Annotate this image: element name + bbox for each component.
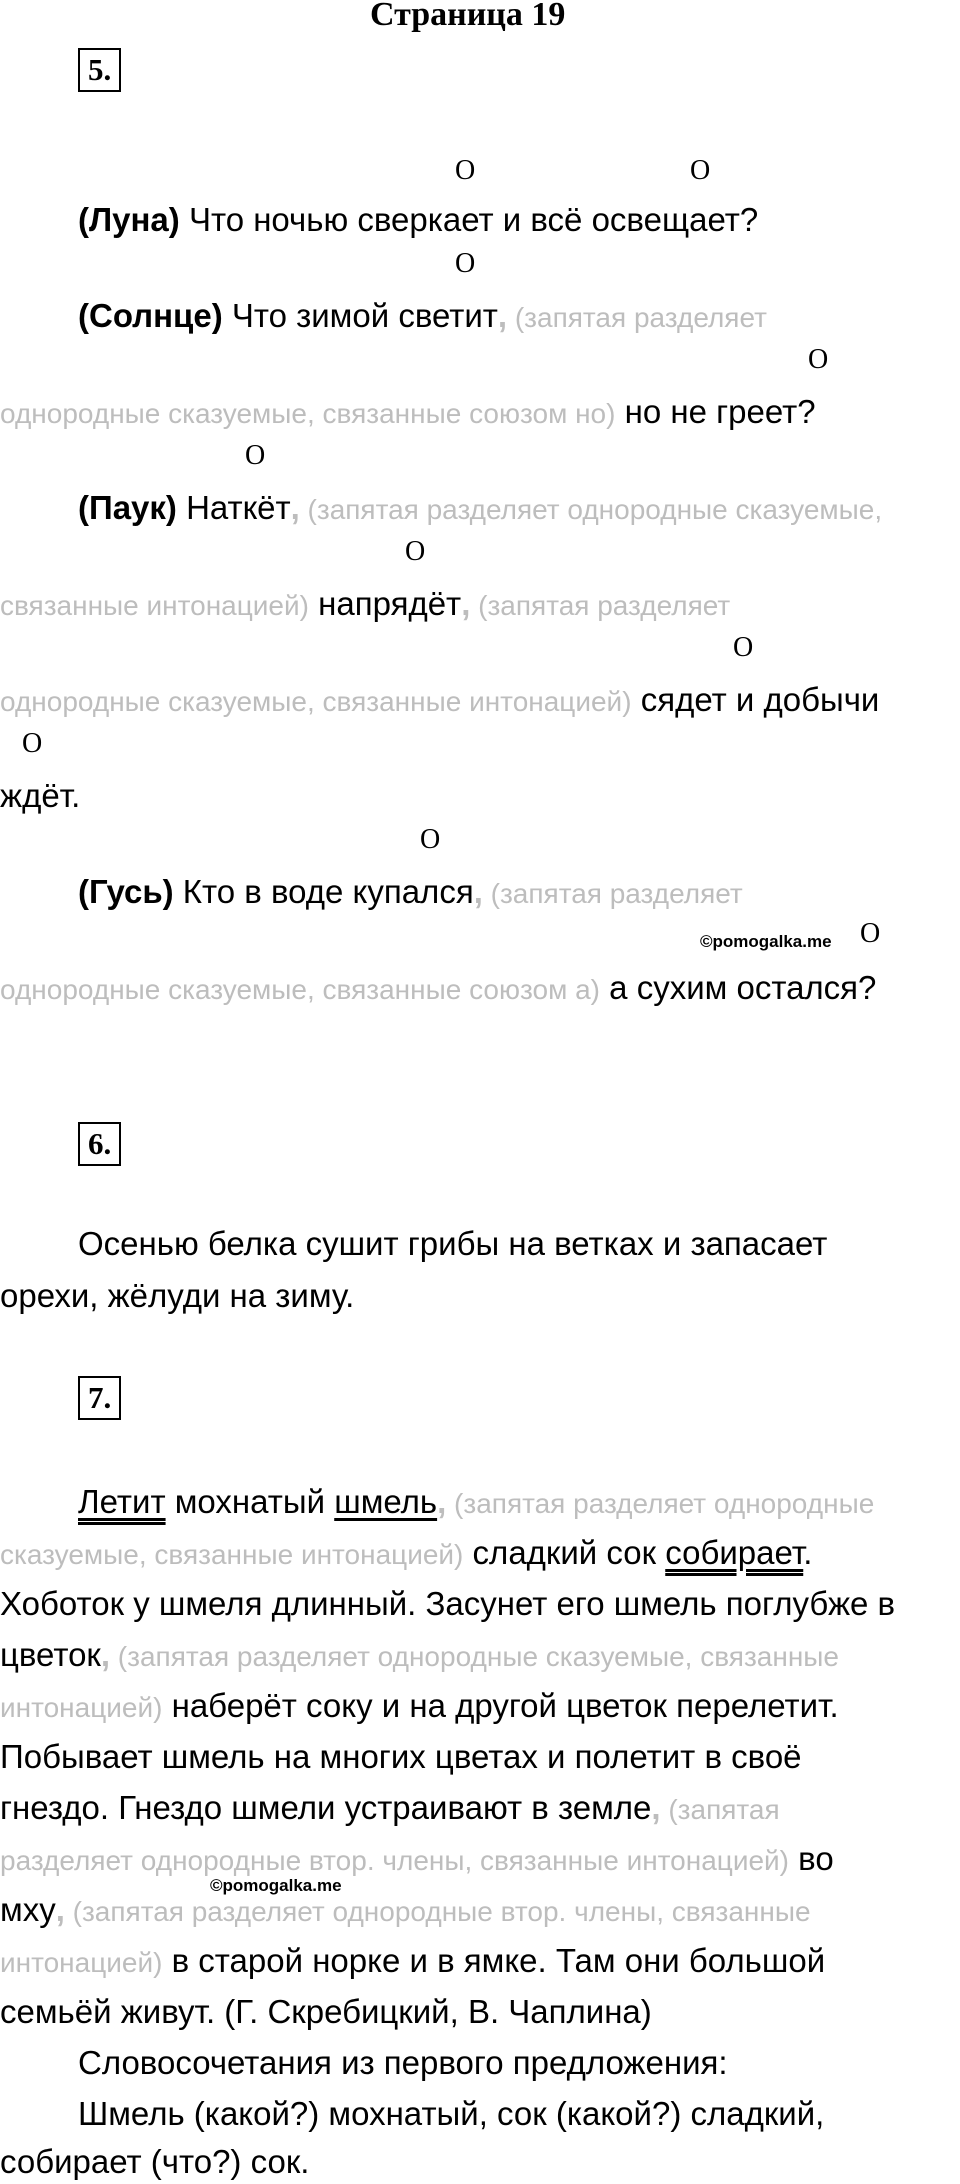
marker-o: О <box>455 155 476 186</box>
text-segment: гнездо. Гнездо шмели устраивают в земле <box>0 1789 652 1826</box>
text-segment <box>656 1534 665 1571</box>
ex5-line-5 <box>0 582 730 628</box>
comment-note: сказуемые, связанные интонацией) <box>0 1539 464 1570</box>
comment-note: разделяет однородные втор. члены, связанные интонацией) <box>0 1845 790 1876</box>
ex7-line-13: Шмель (какой?) мохнатый, сок (какой?) сладкий, <box>78 2095 825 2132</box>
riddle-text: сядет и добычи <box>631 681 880 718</box>
ex6-line-1: Осенью белка сушит грибы на ветках и запасает <box>78 1225 828 1262</box>
riddle-text: но не греет? <box>615 393 816 430</box>
comma-mark: , <box>651 1789 661 1826</box>
ex5-line-9 <box>0 966 876 1012</box>
ex5-line-8 <box>78 870 743 916</box>
comma-mark: , <box>290 489 300 526</box>
exercise-5-number: 5. <box>78 48 121 92</box>
exercise-7-number: 7. <box>78 1376 121 1420</box>
watermark-text: ©pomogalka.me <box>210 1876 342 1895</box>
text-segment: сладкий <box>463 1534 607 1571</box>
answer-tag: (Солнце) <box>78 297 223 334</box>
ex5-line-2 <box>78 294 767 340</box>
riddle-text: а сухим остался? <box>600 969 877 1006</box>
marker-o: О <box>733 632 754 663</box>
text-segment: в старой норке и в ямке. Там они большой <box>162 1942 826 1979</box>
page-title: Страница 19 <box>370 0 566 33</box>
answer-tag: (Луна) <box>78 201 180 238</box>
ex5-line-4 <box>78 486 882 532</box>
answer-tag: (Гусь) <box>78 873 174 910</box>
text-segment: мохнатый <box>165 1483 335 1520</box>
comma-mark: , <box>497 297 508 334</box>
riddle-text: ждёт. <box>0 777 81 814</box>
predicate-word: собирает <box>665 1534 804 1571</box>
ex6-line-2: орехи, жёлуди на зиму. <box>0 1277 355 1314</box>
ex7-line-7 <box>0 1786 780 1832</box>
ex7-line-3: Хоботок у шмеля длинный. Засунет его шмель поглубже в <box>0 1585 896 1622</box>
ex7-line-8 <box>0 1837 834 1883</box>
comment-note: интонацией) <box>0 1692 163 1723</box>
comma-mark: , <box>55 1891 65 1928</box>
text-segment: во <box>789 1840 834 1877</box>
answer-tag: (Паук) <box>78 489 177 526</box>
predicate-word: Летит <box>78 1483 166 1520</box>
comment-note: однородные сказуемые, связанные интонацией) <box>0 686 632 717</box>
ex5-line-7 <box>0 774 80 818</box>
ex5-line-1 <box>78 198 758 242</box>
text-segment: . <box>803 1534 813 1571</box>
riddle-text: Что ночью сверкает и всё освещает? <box>179 201 759 238</box>
marker-o: О <box>420 824 441 855</box>
ex7-line-14: собирает (что?) сок. <box>0 2143 310 2180</box>
ex7-line-11: семьёй живут. (Г. Скребицкий, В. Чаплина) <box>0 1993 652 2030</box>
comment-note: однородные сказуемые, связанные союзом а) <box>0 974 600 1005</box>
exercise-6-number: 6. <box>78 1122 121 1166</box>
marker-o: О <box>455 248 476 279</box>
comment-note: (запятая разделяет <box>470 590 731 621</box>
text-segment: цветок <box>0 1636 101 1673</box>
ex5-line-6 <box>0 678 879 724</box>
comment-note: (запятая разделяет однородные втор. члены, связанные <box>64 1896 811 1927</box>
comma-mark: , <box>473 873 483 910</box>
watermark-text: ©pomogalka.me <box>700 932 832 951</box>
comment-note: (запятая разделяет <box>507 302 767 333</box>
ex7-line-1 <box>78 1480 874 1526</box>
comment-note: (запятая разделяет однородные сказуемые, <box>299 494 883 525</box>
ex7-line-4 <box>0 1633 839 1679</box>
ex7-line-2 <box>0 1531 812 1577</box>
riddle-text: Что зимой светит <box>222 297 498 334</box>
marker-o: О <box>808 344 829 375</box>
ex7-line-9 <box>0 1888 811 1934</box>
comma-mark: , <box>437 1483 447 1520</box>
comment-note: интонацией) <box>0 1947 163 1978</box>
marker-o: О <box>245 440 266 471</box>
ex7-line-10 <box>0 1939 825 1985</box>
riddle-text: Наткёт <box>176 489 291 526</box>
comment-note: связанные интонацией) <box>0 590 309 621</box>
marker-o: О <box>22 728 43 759</box>
ex7-line-5 <box>0 1684 839 1730</box>
ex5-line-3 <box>0 390 816 436</box>
riddle-text: напрядёт <box>308 585 462 622</box>
comment-note: (запятая <box>660 1794 780 1825</box>
text-segment: наберёт соку и на другой цветок перелетит. <box>162 1687 839 1724</box>
comment-note: (запятая разделяет <box>482 878 743 909</box>
subject-word: шмель <box>334 1483 438 1520</box>
text-segment: мху <box>0 1891 56 1928</box>
ex7-line-6: Побывает шмель на многих цветах и полетит в своё <box>0 1738 802 1775</box>
ex7-line-12: Словосочетания из первого предложения: <box>78 2044 728 2081</box>
marker-o: О <box>860 918 881 949</box>
comment-note: (запятая разделяет однородные <box>446 1488 875 1519</box>
comment-note: (запятая разделяет однородные сказуемые, связанные <box>110 1641 839 1672</box>
comma-mark: , <box>100 1636 111 1673</box>
marker-o: О <box>690 155 711 186</box>
text-segment: сок <box>606 1534 657 1571</box>
comment-note: однородные сказуемые, связанные союзом но) <box>0 398 616 429</box>
riddle-text: Кто в воде купался <box>173 873 474 910</box>
comma-mark: , <box>461 585 471 622</box>
marker-o: О <box>405 536 426 567</box>
